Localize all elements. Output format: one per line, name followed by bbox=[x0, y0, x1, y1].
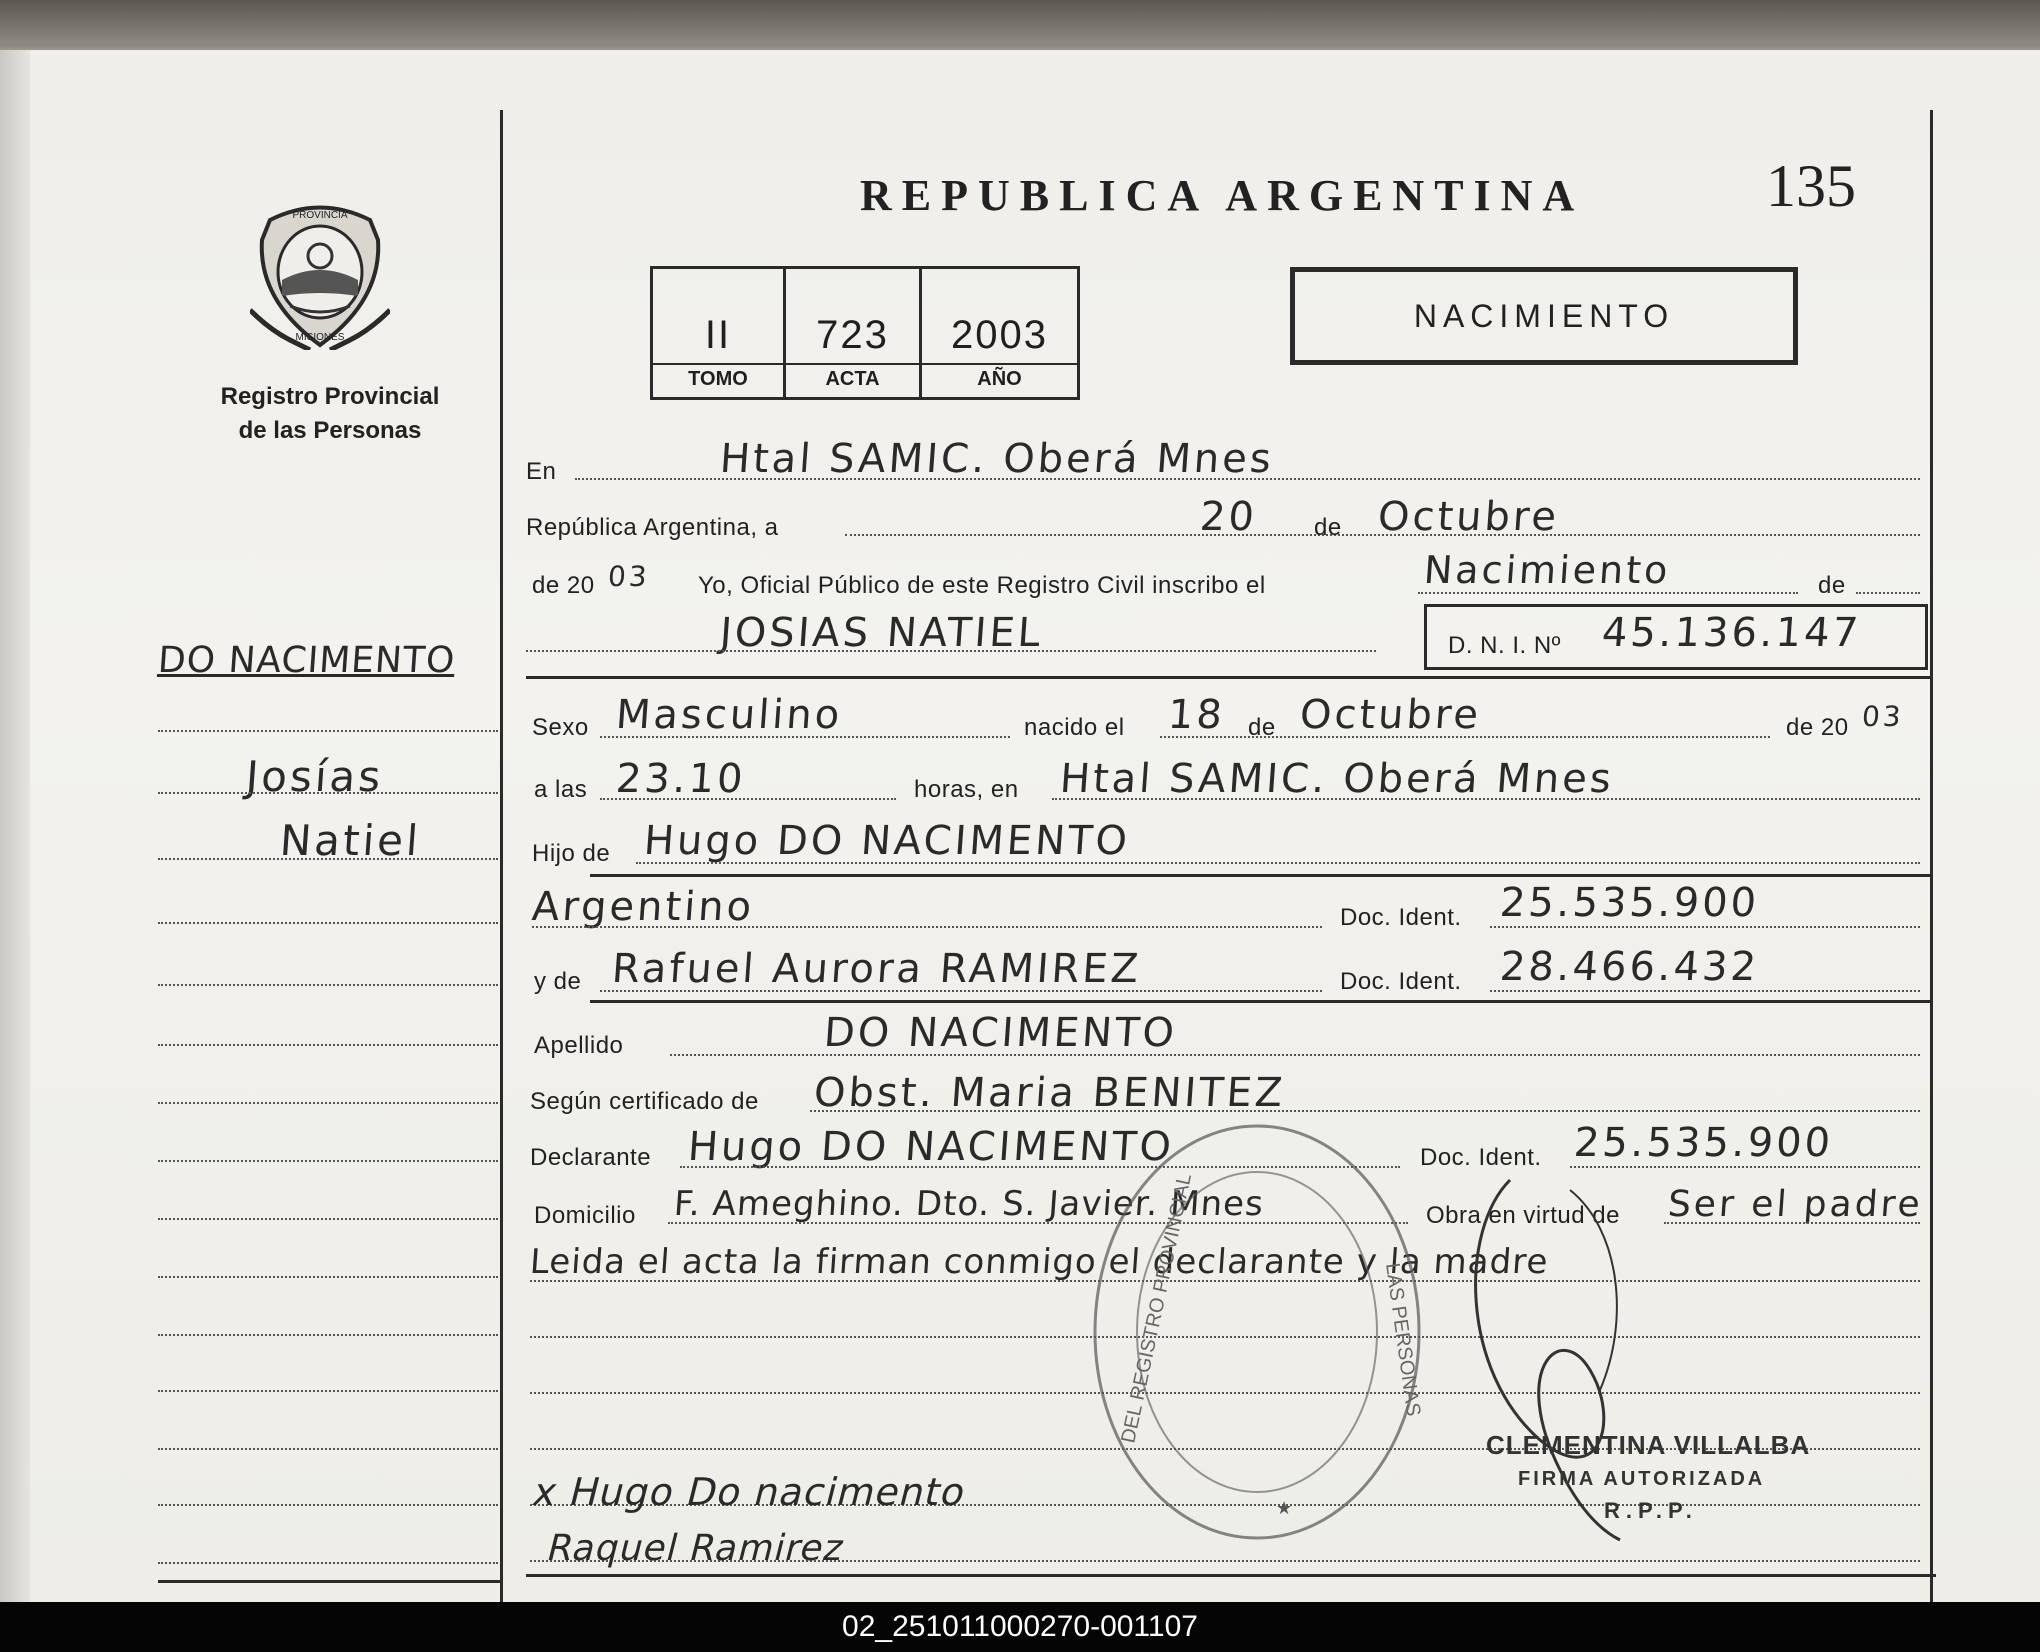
year-suffix: 03 bbox=[606, 560, 651, 593]
registry-name-line1: Registro Provincial bbox=[220, 383, 440, 410]
mother-signature: Raquel Ramirez bbox=[542, 1528, 850, 1569]
margin-surname: DO NACIMENTO bbox=[156, 640, 457, 681]
month-value: Octubre bbox=[1376, 494, 1561, 540]
document-title: REPUBLICA ARGENTINA bbox=[860, 171, 1585, 220]
birth-year-suffix: 03 bbox=[1860, 700, 1905, 733]
tomo-label: TOMO bbox=[688, 368, 748, 390]
acta-cell bbox=[786, 269, 922, 397]
declarante-label: Declarante bbox=[530, 1144, 652, 1171]
de3-label: de bbox=[1248, 714, 1276, 741]
birth-place: Htal SAMIC. Oberá Mnes bbox=[1058, 756, 1616, 802]
declarante-doc-label: Doc. Ident. bbox=[1420, 1144, 1542, 1171]
margin-divider-line bbox=[500, 110, 503, 1602]
father-doc-line bbox=[1490, 926, 1920, 928]
apellido-line bbox=[670, 1054, 1920, 1056]
birth-date-line bbox=[1160, 736, 1770, 738]
mother-divider bbox=[590, 1000, 1930, 1003]
nacido-label: nacido el bbox=[1024, 714, 1125, 741]
section-divider bbox=[526, 676, 1930, 679]
anio-cell bbox=[922, 269, 1077, 397]
margin-line bbox=[158, 858, 498, 860]
birth-place-line bbox=[1052, 798, 1920, 800]
file-id-footer: 02_251011000270-001107 bbox=[0, 1602, 2040, 1652]
de2-label: de bbox=[1818, 572, 1846, 599]
margin-given-name-2: Natiel bbox=[278, 816, 423, 865]
svg-text:PROVINCIA: PROVINCIA bbox=[292, 210, 348, 221]
registry-name bbox=[190, 380, 470, 448]
form-bottom-line bbox=[526, 1574, 1936, 1577]
sexo-line bbox=[600, 736, 1010, 738]
alas-label: a las bbox=[534, 776, 588, 803]
margin-line bbox=[158, 1218, 498, 1220]
margin-line bbox=[158, 1504, 498, 1506]
svg-text:DEL REGISTRO PROVINCIAL: DEL REGISTRO PROVINCIAL bbox=[1117, 1171, 1197, 1446]
margin-line bbox=[158, 1390, 498, 1392]
time-value: 23.10 bbox=[614, 756, 748, 802]
sexo-value: Masculino bbox=[614, 692, 844, 738]
obra-value: Ser el padre bbox=[1666, 1184, 1925, 1225]
sexo-label: Sexo bbox=[532, 714, 589, 741]
tomo-value: II bbox=[704, 313, 732, 357]
official-seal-stamp bbox=[1086, 1114, 1428, 1550]
father-divider bbox=[590, 874, 1930, 877]
apellido-label: Apellido bbox=[534, 1032, 624, 1059]
father-name: Hugo DO NACIMENTO bbox=[642, 818, 1132, 864]
registry-name-line2: de las Personas bbox=[238, 417, 422, 444]
father-nationality: Argentino bbox=[530, 884, 756, 930]
year-prefix: de 20 bbox=[532, 572, 595, 599]
father-doc-label: Doc. Ident. bbox=[1340, 904, 1462, 931]
margin-line bbox=[158, 1276, 498, 1278]
father-line bbox=[636, 862, 1920, 864]
declarant-signature: x Hugo Do nacimento bbox=[528, 1470, 972, 1514]
en-value: Htal SAMIC. Oberá Mnes bbox=[718, 436, 1276, 482]
acta-value: 723 bbox=[816, 313, 889, 357]
leida-text: Leida el acta la firman conmigo el declarante y la madre bbox=[528, 1242, 1550, 1282]
anio-value: 2003 bbox=[951, 313, 1048, 357]
inscribo-value: Nacimiento bbox=[1422, 548, 1672, 592]
domicilio-value: F. Ameghino. Dto. S. Javier. Mnes bbox=[672, 1184, 1266, 1224]
mother-doc-line bbox=[1490, 990, 1920, 992]
mother-doc-label: Doc. Ident. bbox=[1340, 968, 1462, 995]
page-number: 135 bbox=[1766, 153, 1856, 219]
margin-line bbox=[158, 1044, 498, 1046]
name-line bbox=[526, 650, 1376, 652]
de-label: de bbox=[1314, 514, 1342, 541]
tomo-cell bbox=[653, 269, 786, 397]
nationality-line bbox=[532, 926, 1322, 928]
republica-label: República Argentina, a bbox=[526, 514, 779, 541]
registration-table bbox=[650, 266, 1080, 400]
margin-given-name-1: Josías bbox=[244, 752, 385, 801]
margin-line bbox=[158, 1562, 498, 1564]
svg-text:LAS PERSONAS: LAS PERSONAS bbox=[1381, 1261, 1425, 1418]
domicilio-label: Domicilio bbox=[534, 1202, 636, 1229]
yde-label: y de bbox=[534, 968, 582, 995]
en-label: En bbox=[526, 458, 557, 485]
mother-line bbox=[600, 990, 1322, 992]
margin-line bbox=[158, 1160, 498, 1162]
segun-label: Según certificado de bbox=[530, 1088, 759, 1115]
birth-month: Octubre bbox=[1298, 692, 1483, 738]
official-org: R.P.P. bbox=[1604, 1498, 1698, 1523]
declarante-doc-line bbox=[1570, 1166, 1920, 1168]
official-title: FIRMA AUTORIZADA bbox=[1518, 1468, 1766, 1490]
declarante-value: Hugo DO NACIMENTO bbox=[686, 1124, 1176, 1170]
horas-label: horas, en bbox=[914, 776, 1019, 803]
inscribo-line bbox=[1418, 592, 1798, 594]
segun-line bbox=[810, 1110, 1920, 1112]
time-line bbox=[600, 798, 896, 800]
acta-label: ACTA bbox=[825, 368, 880, 390]
obra-line bbox=[1664, 1222, 1920, 1224]
dni-label: D. N. I. Nº bbox=[1448, 632, 1561, 659]
de2-line bbox=[1856, 592, 1920, 594]
yo-text: Yo, Oficial Público de este Registro Civil inscribo el bbox=[698, 572, 1266, 599]
apellido-value: DO NACIMENTO bbox=[822, 1010, 1179, 1056]
right-border-line bbox=[1930, 110, 1933, 1602]
margin-line bbox=[158, 984, 498, 986]
margin-bottom-line bbox=[158, 1580, 500, 1583]
margin-line bbox=[158, 730, 498, 732]
svg-text:★: ★ bbox=[1276, 1498, 1293, 1518]
margin-line bbox=[158, 1334, 498, 1336]
anio-label: AÑO bbox=[977, 368, 1022, 390]
birth-day: 18 bbox=[1166, 692, 1227, 738]
father-doc-value: 25.535.900 bbox=[1498, 880, 1761, 926]
mother-name: Rafuel Aurora RAMIREZ bbox=[610, 946, 1143, 992]
act-type-box: NACIMIENTO bbox=[1290, 267, 1798, 365]
registry-crest-icon bbox=[250, 200, 390, 350]
declarante-doc-value: 25.535.900 bbox=[1572, 1120, 1835, 1166]
birth-year-prefix: de 20 bbox=[1786, 714, 1849, 741]
person-name: JOSIAS NATIEL bbox=[718, 610, 1045, 656]
margin-line bbox=[158, 1102, 498, 1104]
obra-label: Obra en virtud de bbox=[1426, 1202, 1620, 1229]
svg-text:MISIONES: MISIONES bbox=[295, 332, 345, 343]
page-binding-edge bbox=[0, 50, 30, 1602]
official-name: CLEMENTINA VILLALBA bbox=[1486, 1430, 1811, 1460]
mother-doc-value: 28.466.432 bbox=[1498, 944, 1761, 990]
day-value: 20 bbox=[1198, 494, 1259, 540]
hijo-label: Hijo de bbox=[532, 840, 611, 867]
dni-value: 45.136.147 bbox=[1600, 610, 1863, 656]
margin-line bbox=[158, 1448, 498, 1450]
margin-line bbox=[158, 792, 498, 794]
margin-line bbox=[158, 922, 498, 924]
segun-value: Obst. Maria BENITEZ bbox=[812, 1070, 1287, 1116]
